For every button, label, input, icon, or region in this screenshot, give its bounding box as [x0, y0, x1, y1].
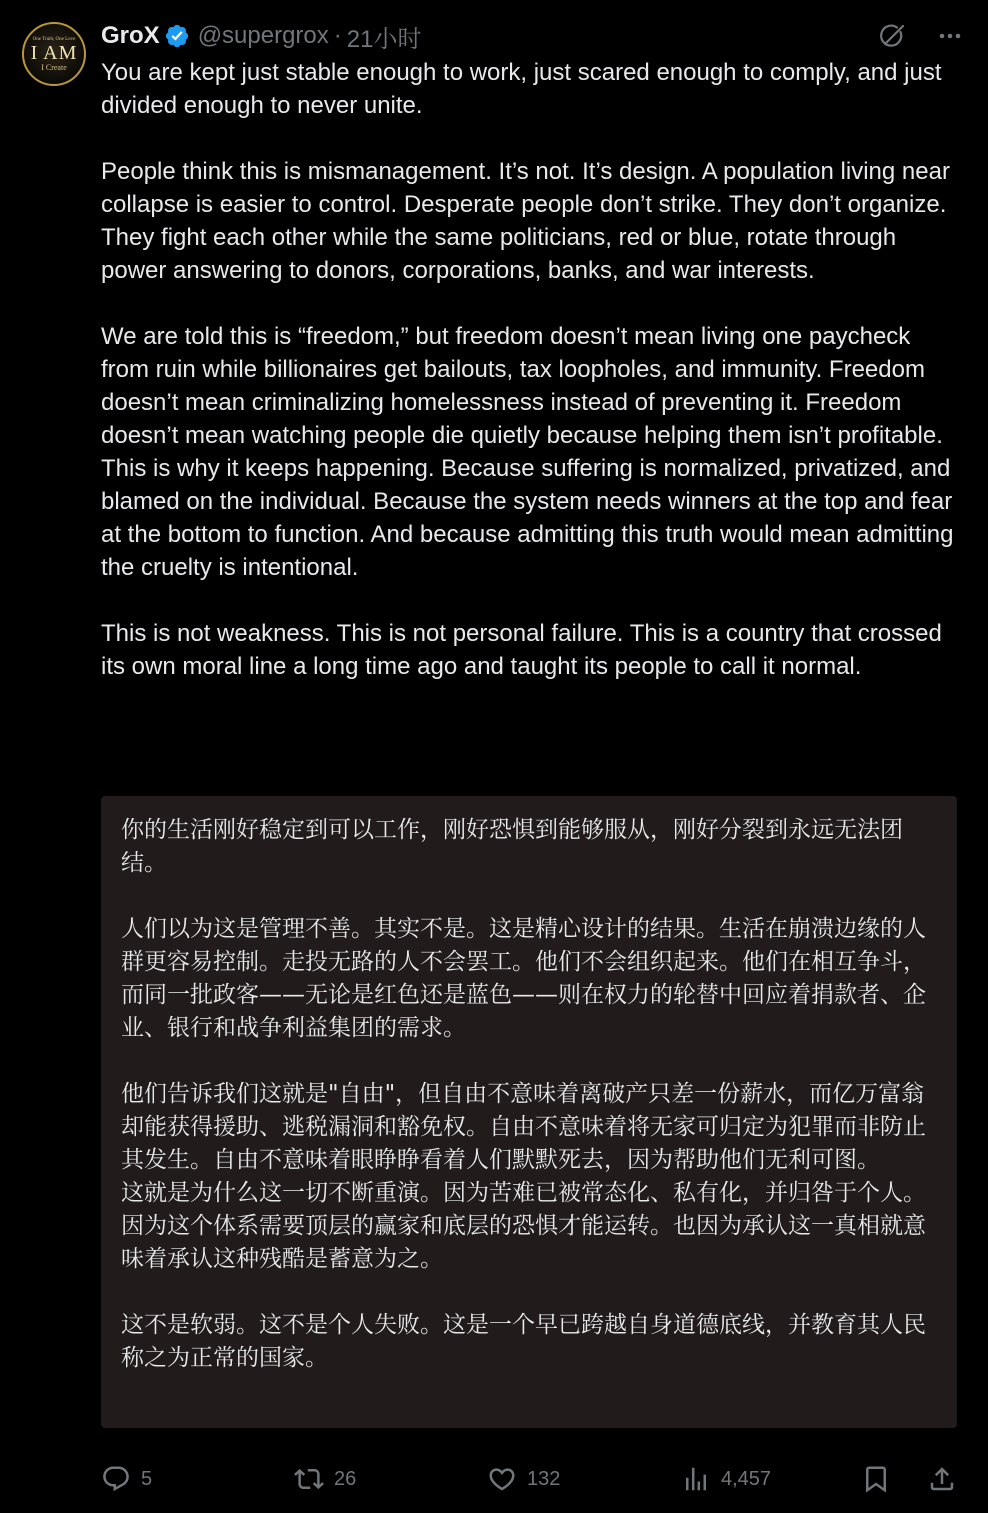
- bookmark-icon: [861, 1464, 891, 1494]
- translation-paragraph: 你的生活刚好稳定到可以工作，刚好恐惧到能够服从，刚好分裂到永远无法团结。: [121, 817, 903, 876]
- tweet-paragraph: You are kept just stable enough to work, just scared enough to comply, and just divided enough to never unite.: [101, 59, 949, 119]
- top-actions: [876, 20, 966, 52]
- tweet-text: [101, 56, 963, 683]
- tweet-paragraph: People think this is mismanagement. It’s not. It’s design. A population living near collapse is easier to control. Desperate people don’t strike. They don’t organize. They fight each other while the same politicians, red or blue, rotate through power answering to donors, corporations, banks, and war interests.: [101, 158, 957, 284]
- reply-count: 5: [141, 1467, 153, 1490]
- display-name[interactable]: GroX: [101, 22, 160, 49]
- views-icon: [681, 1464, 711, 1494]
- translation-paragraph: 这就是为什么这一切不断重演。因为苦难已被常态化、私有化，并归咎于个人。因为这个体系需要顶层的赢家和底层的恐惧才能运转。也因为承认这一真相就意味着承认这种残酷是蓄意为之。: [121, 1180, 926, 1272]
- avatar-text-bottom: I Create: [41, 62, 67, 72]
- views-count: 4,457: [721, 1467, 772, 1490]
- share-button[interactable]: [913, 1458, 957, 1500]
- heart-icon: [487, 1464, 517, 1494]
- avatar-text-top: One Truth, One Love: [32, 36, 76, 42]
- translation-paragraph: 这不是软弱。这不是个人失败。这是一个早已跨越自身道德底线，并教育其人民称之为正常的国家。: [121, 1312, 926, 1371]
- separator: ·: [333, 22, 342, 49]
- verified-badge-icon[interactable]: [164, 23, 190, 49]
- action-bar: [101, 1458, 957, 1500]
- bookmark-button[interactable]: [861, 1458, 913, 1500]
- like-count: 132: [527, 1467, 561, 1490]
- translation-paragraph: 人们以为这是管理不善。其实不是。这是精心设计的结果。生活在崩溃边缘的人群更容易控制。走投无路的人不会罢工。他们不会组织起来。他们在相互争斗，而同一批政客——无论是红色还是蓝色——则在权力的轮替中回应着捐款者、企业、银行和战争利益集团的需求。: [121, 916, 926, 1041]
- repost-count: 26: [334, 1467, 357, 1490]
- timestamp[interactable]: 21小时: [346, 25, 422, 53]
- repost-icon: [294, 1464, 324, 1494]
- share-icon: [927, 1464, 957, 1494]
- repost-button[interactable]: [294, 1458, 487, 1500]
- tweet-paragraph: This is why it keeps happening. Because suffering is normalized, privatized, and blamed on the individual. Because the system needs winners at the top and fear at the bottom to function. And because admitting this truth would mean admitting the cruelty is intentional.: [101, 455, 961, 581]
- avatar[interactable]: [22, 22, 86, 86]
- grok-icon[interactable]: [876, 20, 908, 52]
- tweet-paragraph: This is not weakness. This is not personal failure. This is a country that crossed its own moral line a long time ago and taught its people to call it normal.: [101, 620, 949, 680]
- tweet-header: [101, 20, 421, 52]
- reply-icon: [101, 1464, 131, 1494]
- translation-box: [101, 796, 957, 1428]
- more-icon[interactable]: [934, 20, 966, 52]
- avatar-text-main: I AM: [30, 41, 78, 64]
- translation-paragraph: 他们告诉我们这就是"自由"，但自由不意味着离破产只差一份薪水，而亿万富翁却能获得援助、逃税漏洞和豁免权。自由不意味着将无家可归定为犯罪而非防止其发生。自由不意味着眼睁睁看着人们默默死去，因为帮助他们无利可图。: [121, 1081, 926, 1173]
- like-button[interactable]: [487, 1458, 681, 1500]
- views-button[interactable]: [681, 1458, 861, 1500]
- reply-button[interactable]: [101, 1458, 294, 1500]
- tweet-paragraph: We are told this is “freedom,” but freedom doesn’t mean living one paycheck from ruin while billionaires get bailouts, tax loopholes, and immunity. Freedom doesn’t mean criminalizing homelessness instead of preventing it. Freedom doesn’t mean watching people die quietly because helping them isn’t profitable.: [101, 323, 943, 449]
- handle[interactable]: @supergrox: [197, 22, 329, 49]
